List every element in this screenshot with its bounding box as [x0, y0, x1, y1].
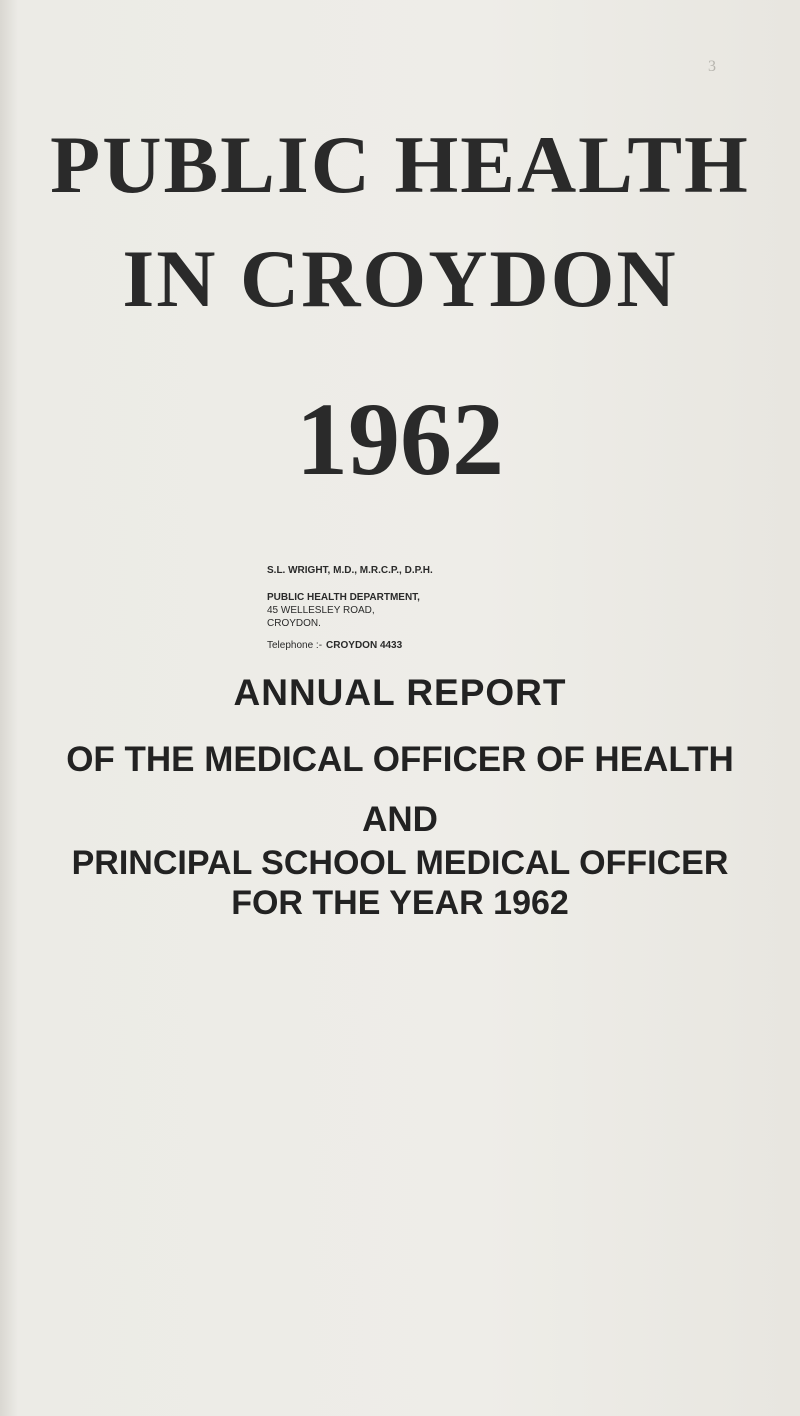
title-year: 1962 — [296, 382, 504, 497]
department-name: PUBLIC HEALTH DEPARTMENT, — [267, 592, 420, 603]
telephone-line — [267, 640, 402, 651]
street-address: 45 WELLESLEY ROAD, — [267, 605, 375, 616]
page-number: 3 — [708, 58, 716, 75]
address-block — [267, 564, 433, 630]
title-line-in-croydon: IN CROYDON — [122, 233, 678, 324]
report-subheading-year: FOR THE YEAR 1962 — [231, 884, 569, 922]
telephone-number: CROYDON 4433 — [326, 640, 403, 651]
town: CROYDON. — [267, 618, 321, 629]
title-line-public-health: PUBLIC HEALTH — [50, 119, 750, 210]
report-subheading-and: AND — [362, 800, 438, 839]
report-subheading-moh: OF THE MEDICAL OFFICER OF HEALTH — [66, 740, 734, 779]
report-subheading-psmo: PRINCIPAL SCHOOL MEDICAL OFFICER — [71, 844, 729, 882]
report-heading: ANNUAL REPORT — [233, 672, 567, 713]
officer-name: S.L. WRIGHT, M.D., M.R.C.P., D.P.H. — [267, 565, 433, 576]
telephone-label: Telephone :- — [267, 640, 323, 651]
